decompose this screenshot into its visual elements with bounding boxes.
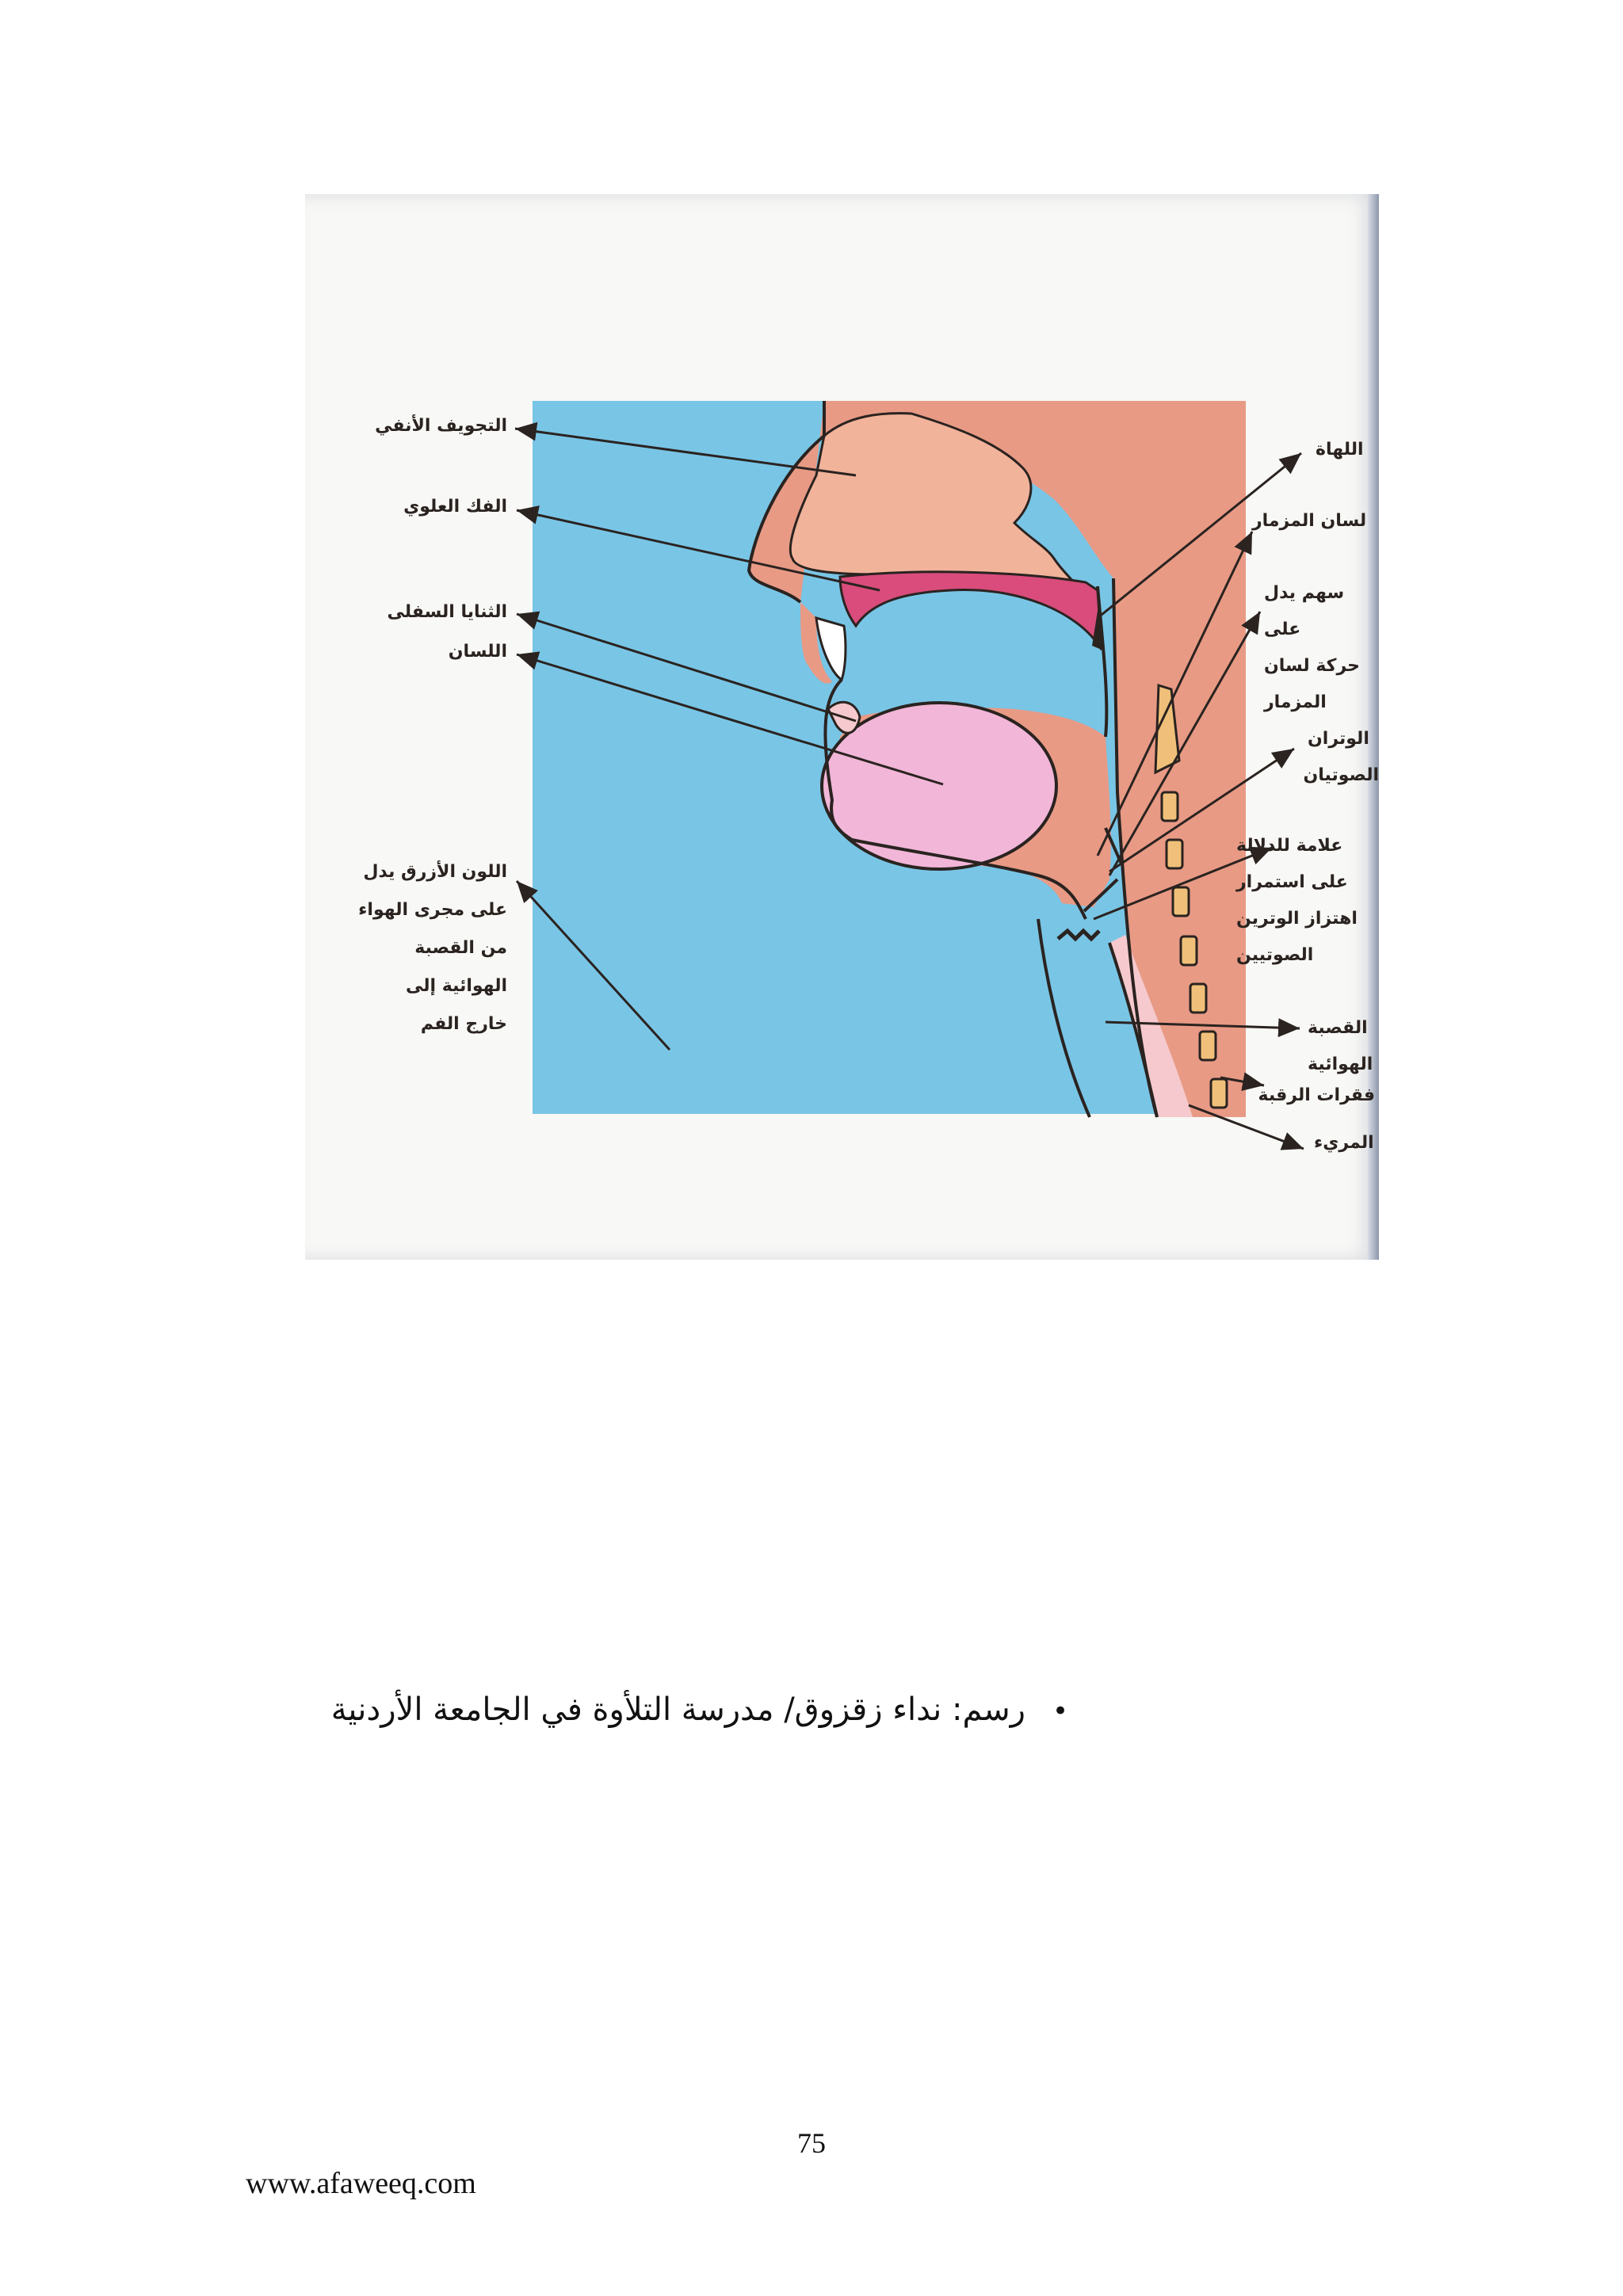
label-nasal-cavity: التجويف الأنفي	[375, 416, 507, 436]
figure-caption	[331, 1691, 1068, 1728]
page-number: 75	[797, 2127, 826, 2159]
caption-text: رسم: نداء زقزوق/ مدرسة التلأوة في الجامعة الأردنية	[330, 1691, 1025, 1728]
label-blue-note: اللون الأزرق يدل على مجرى الهواء من القصبة الهوائية إلى خارج الفم	[358, 862, 507, 1034]
label-trachea: القصبة الهوائية	[1308, 1018, 1373, 1074]
label-lower-incisors: الثنايا السفلى	[387, 602, 507, 622]
label-upper-jaw: الفك العلوي	[403, 497, 507, 517]
footer-url: www.afaweeq.com	[246, 2167, 476, 2200]
label-neck-vertebrae: فقرات الرقبة	[1258, 1085, 1375, 1105]
label-uvula: اللهاة	[1316, 440, 1364, 460]
label-epiglottis: لسان المزمار	[1252, 511, 1367, 531]
label-tongue: اللسان	[448, 642, 507, 662]
label-epiglottis-arrow: سهم يدل على حركة لسان المزمار	[1264, 583, 1361, 712]
label-esophagus: المريء	[1314, 1133, 1374, 1153]
caption-bullet: •	[1052, 1695, 1068, 1727]
label-vibration-mark: علامة للدلالة على استمرار اهتزاز الوترين الصوتيين	[1236, 836, 1358, 965]
label-vocal-cords: الوتران الصوتيان	[1303, 729, 1379, 785]
